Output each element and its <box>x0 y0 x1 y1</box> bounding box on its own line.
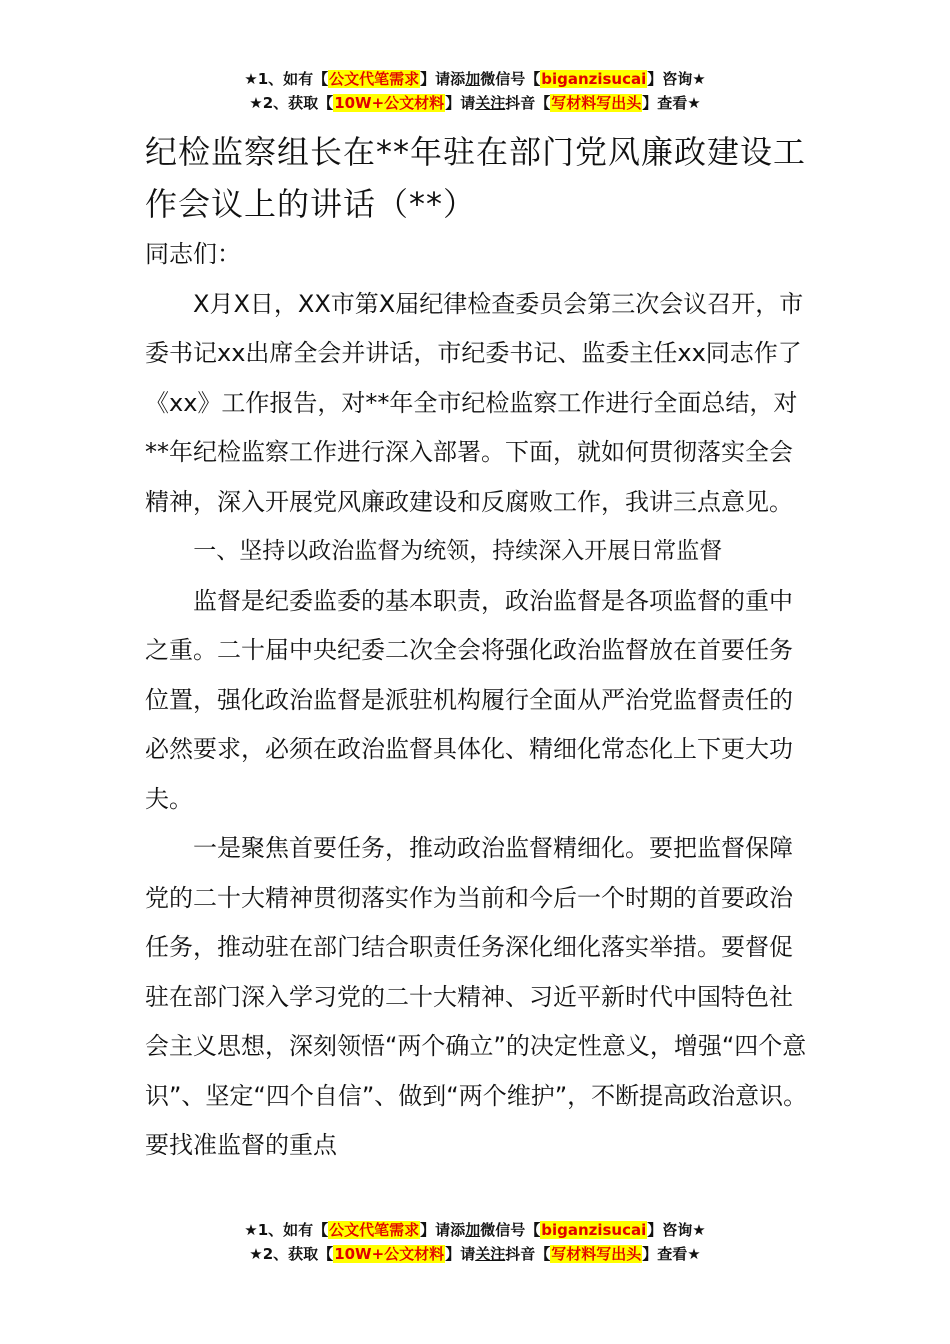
banner-line-1 <box>0 68 950 92</box>
header-banner <box>0 68 950 116</box>
banner-line-2 <box>0 92 950 116</box>
banner-text: 2、获取【 <box>262 94 334 112</box>
banner-underlined: 加 <box>465 70 481 88</box>
banner-text: 1、如有【 <box>257 70 329 88</box>
banner-highlight: 公文代笔需求 <box>329 70 420 88</box>
banner-text: 】查看★ <box>642 94 701 112</box>
salutation: 同志们： <box>145 240 241 268</box>
paragraph-section1-2: 一是聚焦首要任务，推动政治监督精细化。要把监督保障党的二十大精神贯彻落实作为当前和今后一个时期的首要政治任务，推动驻在部门结合职责任务深化细化落实举措。要督促驻在部门深入学习党的二十大精神、习近平新时代中国特色社会主义思想，深刻领悟“两个确立”的决定性意义，增强“四个意识”、坚定“四个自信”、做到“两个维护”，不断提高政治意识。要找准监督的重点 <box>145 834 808 1159</box>
banner-text: 】查看★ <box>642 1245 701 1263</box>
banner-highlight: biganzisucai <box>541 70 647 88</box>
document-title: 纪检监察组长在**年驻在部门党风廉政建设工作会议上的讲话（**） <box>145 133 807 223</box>
banner-text: 抖音【 <box>505 1245 551 1263</box>
paragraph-intro: X月X日，XX市第X届纪律检查委员会第三次会议召开，市委书记xx出席全会并讲话，市纪委书记、监委主任xx同志作了《xx》工作报告，对**年全市纪检监察工作进行全面总结，对**年纪检监察工作进行深入部署。下面，就如何贯彻落实全会精神，深入开展党风廉政建设和反腐败工作，我讲三点意见。 <box>145 289 804 516</box>
banner-text: 】咨询★ <box>647 70 706 88</box>
banner-highlight: 10W+公文材料 <box>334 94 445 112</box>
star-icon: ★ <box>249 1245 263 1263</box>
banner-highlight: 10W+公文材料 <box>334 1245 445 1263</box>
star-icon: ★ <box>244 70 258 88</box>
banner-underlined: 加 <box>465 1221 481 1239</box>
banner-text: 1、如有【 <box>257 1221 329 1239</box>
banner-text: 】请 <box>445 94 476 112</box>
section-heading: 一、坚持以政治监督为统领，持续深入开展日常监督 <box>193 538 723 564</box>
banner-highlight: biganzisucai <box>541 1221 647 1239</box>
banner-highlight: 写材料写出头 <box>551 1245 642 1263</box>
banner-line-1 <box>0 1219 950 1243</box>
banner-text: 微信号【 <box>480 70 541 88</box>
banner-text: 抖音【 <box>505 94 551 112</box>
paragraph-section1-1: 监督是纪委监委的基本职责，政治监督是各项监督的重中之重。二十届中央纪委二次全会将强化政治监督放在首要任务位置，强化政治监督是派驻机构履行全面从严治党监督责任的必然要求，必须在政治监督具体化、精细化常态化上下更大功夫。 <box>145 586 793 813</box>
banner-highlight: 公文代笔需求 <box>329 1221 420 1239</box>
star-icon: ★ <box>244 1221 258 1239</box>
star-icon: ★ <box>249 94 263 112</box>
banner-underlined: 关注 <box>475 1245 506 1263</box>
banner-text: 】请添 <box>420 1221 466 1239</box>
banner-line-2 <box>0 1243 950 1267</box>
document-page <box>145 120 810 1171</box>
banner-text: 】请添 <box>420 70 466 88</box>
banner-underlined: 关注 <box>475 94 506 112</box>
banner-text: 】咨询★ <box>647 1221 706 1239</box>
banner-text: 】请 <box>445 1245 476 1263</box>
footer-banner <box>0 1219 950 1267</box>
banner-text: 2、获取【 <box>262 1245 334 1263</box>
banner-highlight: 写材料写出头 <box>551 94 642 112</box>
banner-text: 微信号【 <box>480 1221 541 1239</box>
